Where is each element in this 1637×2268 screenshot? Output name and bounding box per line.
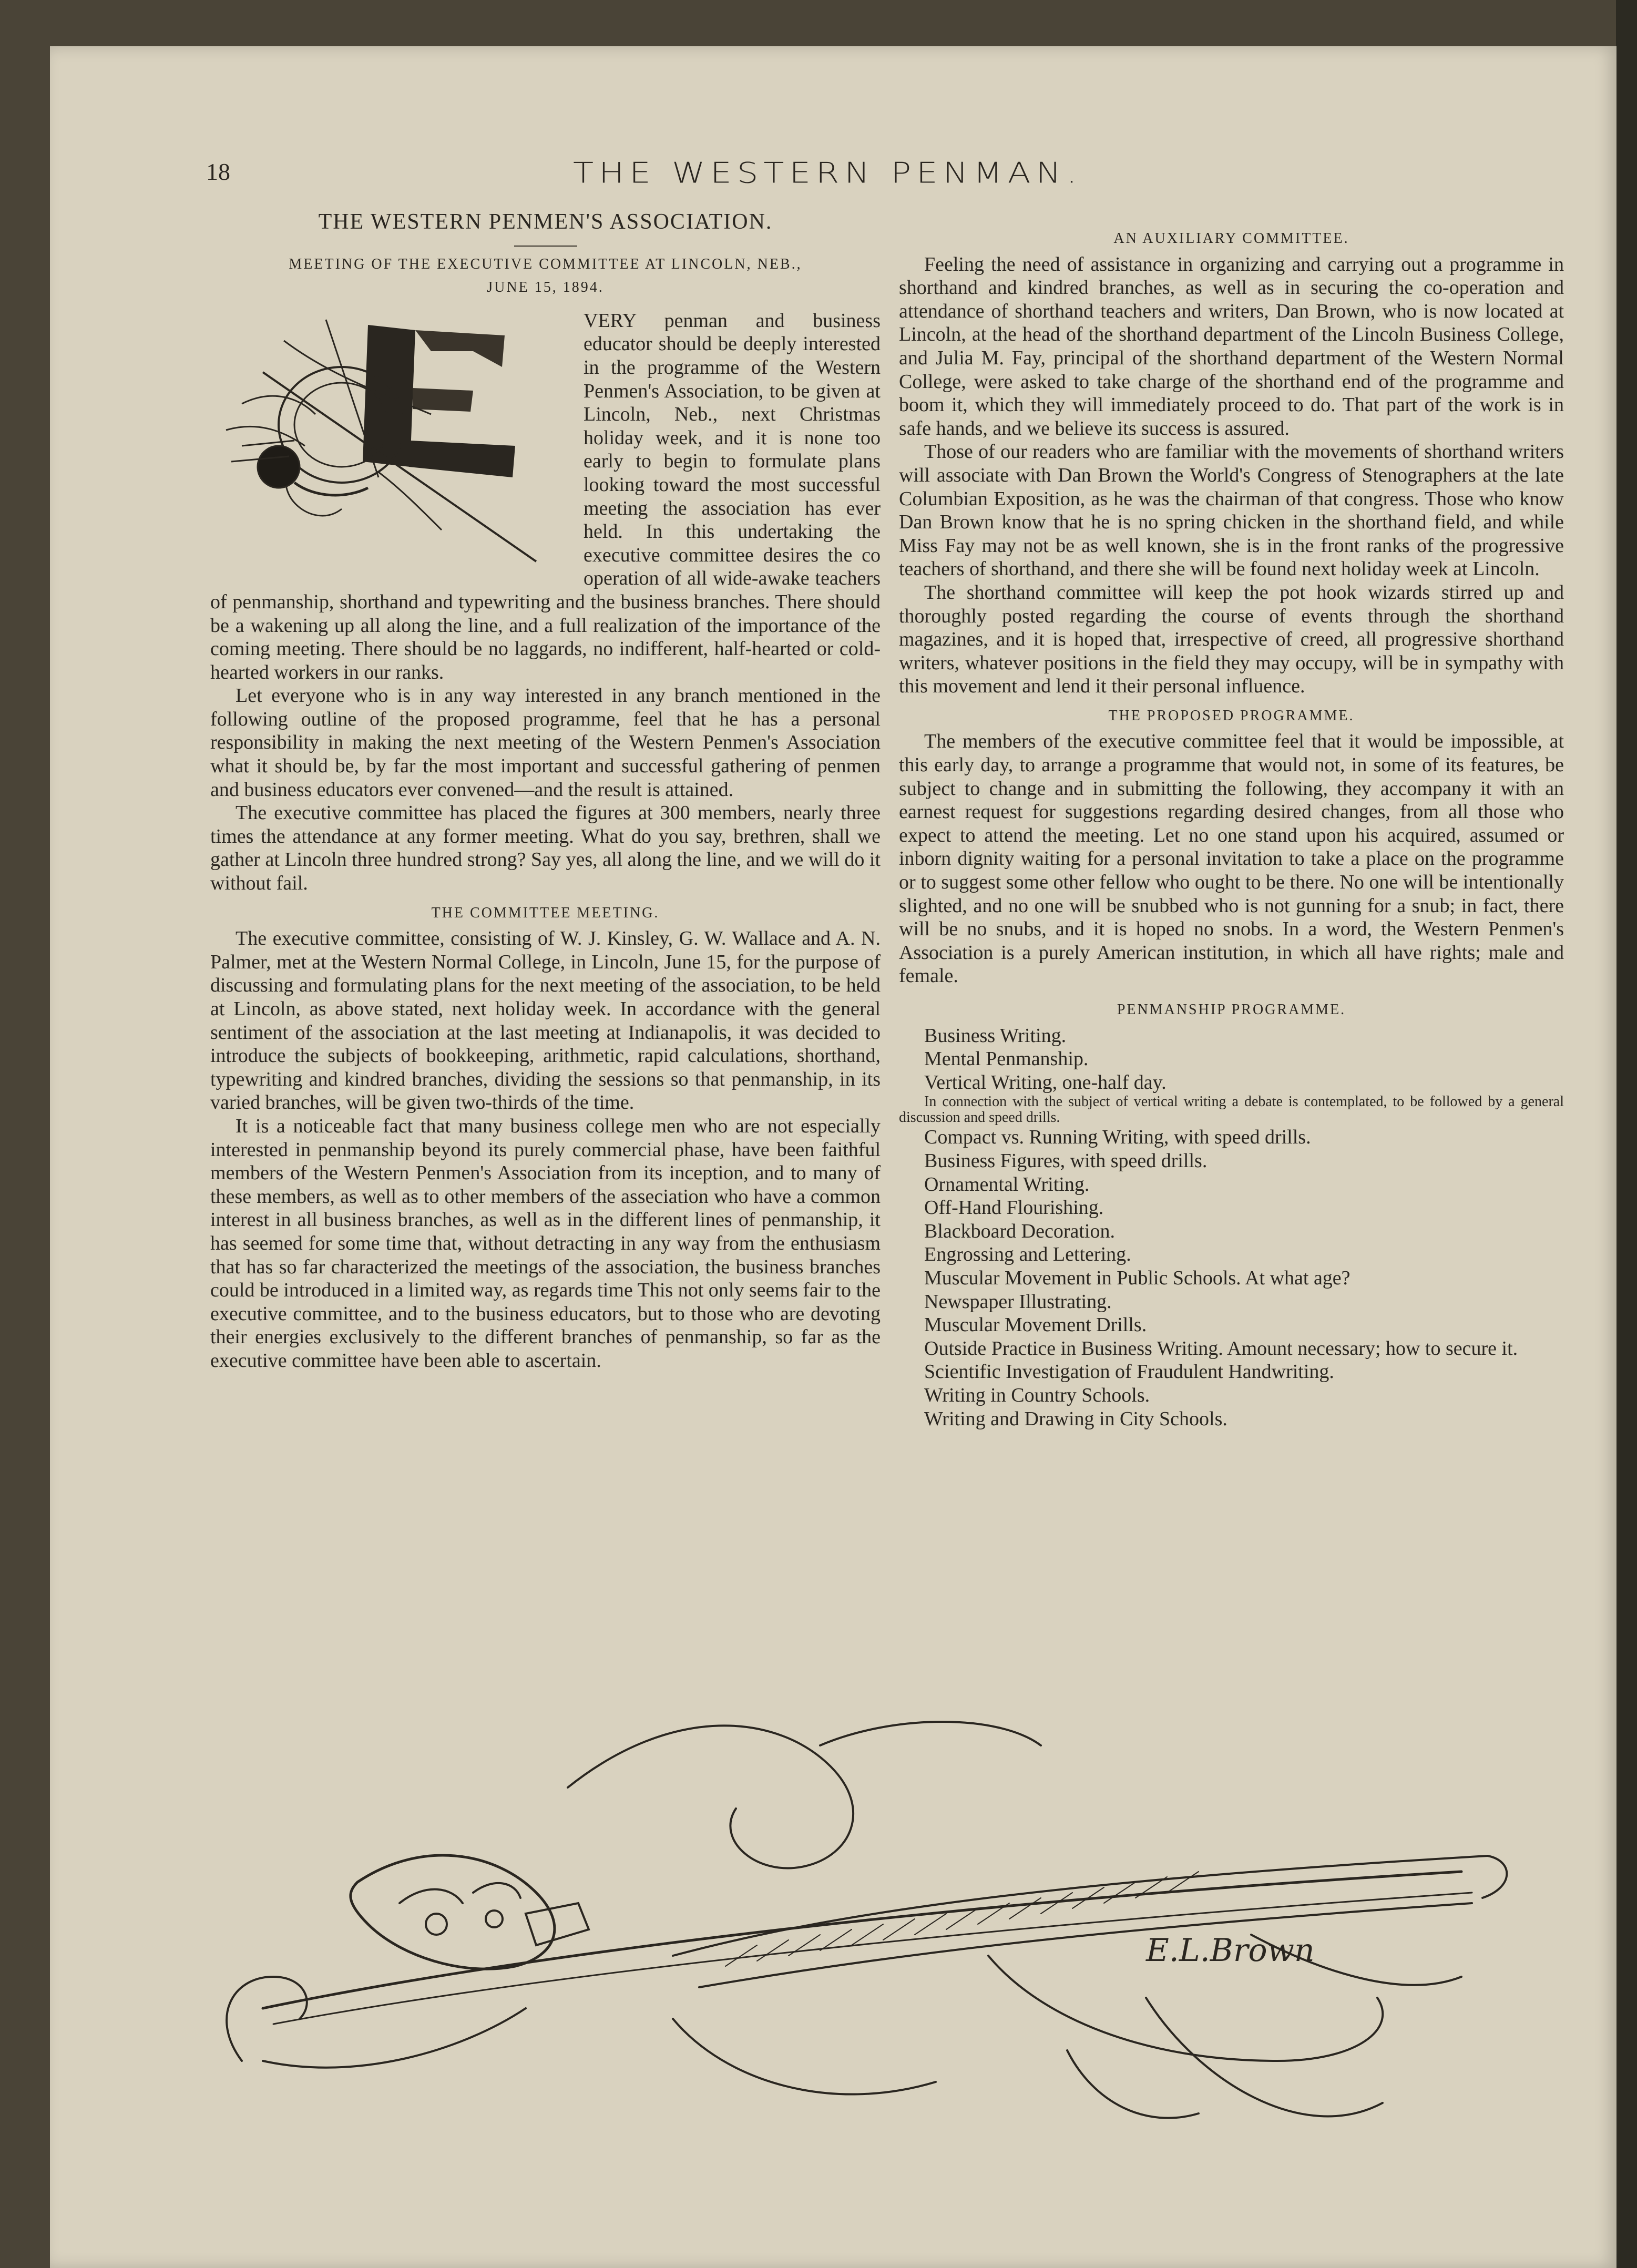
programme-item: Muscular Movement Drills. (924, 1314, 1147, 1336)
paragraph-4: The executive committee, consisting of W. J. Kinsley, G. W. Wallace and A. N. Palmer, met at the Western Normal College, in Lincoln, June 15, for the purpose of discussing and formulating plans for the next meeting of the association, to be held at Lincoln, as above stated, next holiday week. In accordance with the general sentiment of the association at the last meeting at Indianapolis, it was decided to introduce the subjects of bookkeeping, arithmetic, rapid calculations, shorthand, typewriting and kindred branches, dividing the sessions so that penmanship, in its varied branches, will be given two-thirds of the time. (210, 927, 881, 1114)
ornamental-initial-e (210, 309, 573, 583)
programme-item: Newspaper Illustrating. (924, 1290, 1112, 1313)
quill-sword-illustration (200, 1682, 1577, 2150)
programme-item: Blackboard Decoration. (924, 1220, 1115, 1242)
artist-signature: E.L.Brown (1146, 1932, 1315, 1969)
auxiliary-committee-heading: AN AUXILIARY COMMITTEE. (1113, 230, 1349, 247)
programme-item: Off-Hand Flourishing. (924, 1197, 1104, 1219)
paragraph-2: Let everyone who is in any way interested in any branch mentioned in the following outline of the proposed programme, feel that he has a personal responsibility in making the next meeting of the Western Penmen's Association what it should be, by far the most important and successful gathering of penmen and business educators ever convened—and the result is attained. (210, 685, 881, 801)
right-column (899, 210, 1564, 1431)
programme-item: Writing in Country Schools. (924, 1384, 1150, 1406)
left-column (210, 210, 881, 1373)
programme-item: Business Writing. (924, 1024, 1067, 1047)
article-title: THE WESTERN PENMEN'S ASSOCIATION. (318, 210, 773, 234)
programme-item-outside-practice: Outside Practice in Business Writing. Amount necessary; how to secure it. (924, 1337, 1518, 1360)
paragraph-8: The shorthand committee will keep the pot hook wizards stirred up and thoroughly posted regarding the course of events through the shorthand magazines, and it is hoped that, irrespective of creed, all progressive shorthand writers, whatever positions in the field they may occupy, will be in sympathy with this movement and lend it their personal influence. (899, 581, 1564, 698)
programme-item: Muscular Movement in Public Schools. At what age? (924, 1266, 1350, 1289)
page-edge (1616, 0, 1637, 2268)
paragraph-7: Those of our readers who are familiar with the movements of shorthand writers will associate with Dan Brown the World's Congress of Stenographers at the late Columbian Exposition, as he was the chairman of that congress. Those who know Dan Brown know that he is no spring chicken in the shorthand field, and while Miss Fay may not be as well known, she is in the front ranks of the progressive teachers of shorthand, and there she will be found next holiday week at Lincoln. (899, 441, 1564, 580)
paragraph-3: The executive committee has placed the figures at 300 members, nearly three times the attendance at any former meeting. What do you say, brethren, shall we gather at Lincoln three hundred strong? Say yes, all along the line, and we will do it without fail. (210, 802, 881, 895)
article-subtitle-line1: MEETING OF THE EXECUTIVE COMMITTEE AT LINCOLN, NEB., (289, 256, 802, 272)
committee-meeting-heading: THE COMMITTEE MEETING. (431, 904, 660, 921)
programme-item: Engrossing and Lettering. (924, 1243, 1131, 1266)
programme-item: Writing and Drawing in City Schools. (924, 1407, 1227, 1430)
paragraph-6: Feeling the need of assistance in organizing and carrying out a programme in shorthand and kindred branches, as well as in securing the co-operation and attendance of shorthand teachers and writers, Dan Brown, who is now located at Lincoln, at the head of the shorthand department of the Lincoln Business College, and Julia M. Fay, principal of the shorthand department of the Western Normal College, were asked to take charge of the shorthand end of the programme and boom it, which they will immediately proceed to do. That part of the work is in safe hands, and we believe its success is assured. (899, 253, 1564, 440)
programme-item: Business Figures, with speed drills. (924, 1149, 1208, 1172)
paragraph-9: The members of the executive committee feel that it would be impossible, at this early day, to arrange a programme that would not, in some of its features, be subject to change and in submitting the following, they accompany it with an earnest request for suggestions regarding desired changes, from all those who expect to attend the meeting. Let no one stand upon his acquired, assumed or inborn dignity waiting for a personal invitation to take a place on the programme or to suggest some other fellow who ought to be there. No one will be intentionally slighted, and no one will be snubbed who is not gunning for a snub; in fact, there will be no snubs, and it is hoped no snobs. In a word, the Western Penmen's Association is a purely American institution, in which all have rights; male and female. (899, 730, 1564, 987)
quill-sword-svg (200, 1682, 1577, 2150)
article-subtitle-line2: JUNE 15, 1894. (487, 279, 604, 296)
programme-item: Vertical Writing, one-half day. (924, 1071, 1167, 1094)
ornamental-initial-svg (210, 309, 573, 583)
title-rule (514, 246, 577, 247)
proposed-programme-heading: THE PROPOSED PROGRAMME. (1108, 707, 1355, 724)
intro-paragraph: VERY penman and business educator should be deeply interested in the programme of the Western Penmen's Association, to be given at Lincoln, Neb., next Christmas holiday week, and it is none too early to begin to formulate plans looking toward the most successful meeting the association has ever held. In this undertaking the executive committee desires the co operation of all wide-awake teachers of penmanship, shorthand and typewriting and the business branches. There should be a wakening up all along the line, and a full realization of the importance of the coming meeting. There should be no laggards, no indifferent, half-hearted or cold-hearted workers in our ranks. (210, 309, 881, 683)
masthead: THE WESTERN PENMAN. (573, 157, 1082, 190)
penmanship-programme-heading: PENMANSHIP PROGRAMME. (1117, 1002, 1346, 1018)
programme-item: Ornamental Writing. (924, 1173, 1090, 1196)
page-number: 18 (206, 158, 230, 185)
programme-item: Mental Penmanship. (924, 1048, 1089, 1070)
paragraph-5: It is a noticeable fact that many business college men who are not especially interested in penmanship beyond its purely commercial phase, have been faithful members of the Western Penmen's Association from its inception, and to many of these members, as well as to other members of the asseciation who have a common interest in all business branches, as well as in the different lines of penmanship, it has seemed for some time that, without detracting in any way from the enthusiasm that has so far characterized the meetings of the association, the business branches could be introduced in a limited way, as regards time This not only seems fair to the executive committee, and to the business educators, but to those who are devoting their energies exclusively to the different branches of penmanship, so far as the executive committee have been able to ascertain. (210, 1115, 881, 1372)
programme-item: Compact vs. Running Writing, with speed drills. (924, 1126, 1311, 1149)
vertical-writing-note: In connection with the subject of vertical writing a debate is contemplated, to be followed by a general discussion and speed drills. (899, 1094, 1564, 1126)
programme-item: Scientific Investigation of Fraudulent Handwriting. (924, 1361, 1334, 1383)
